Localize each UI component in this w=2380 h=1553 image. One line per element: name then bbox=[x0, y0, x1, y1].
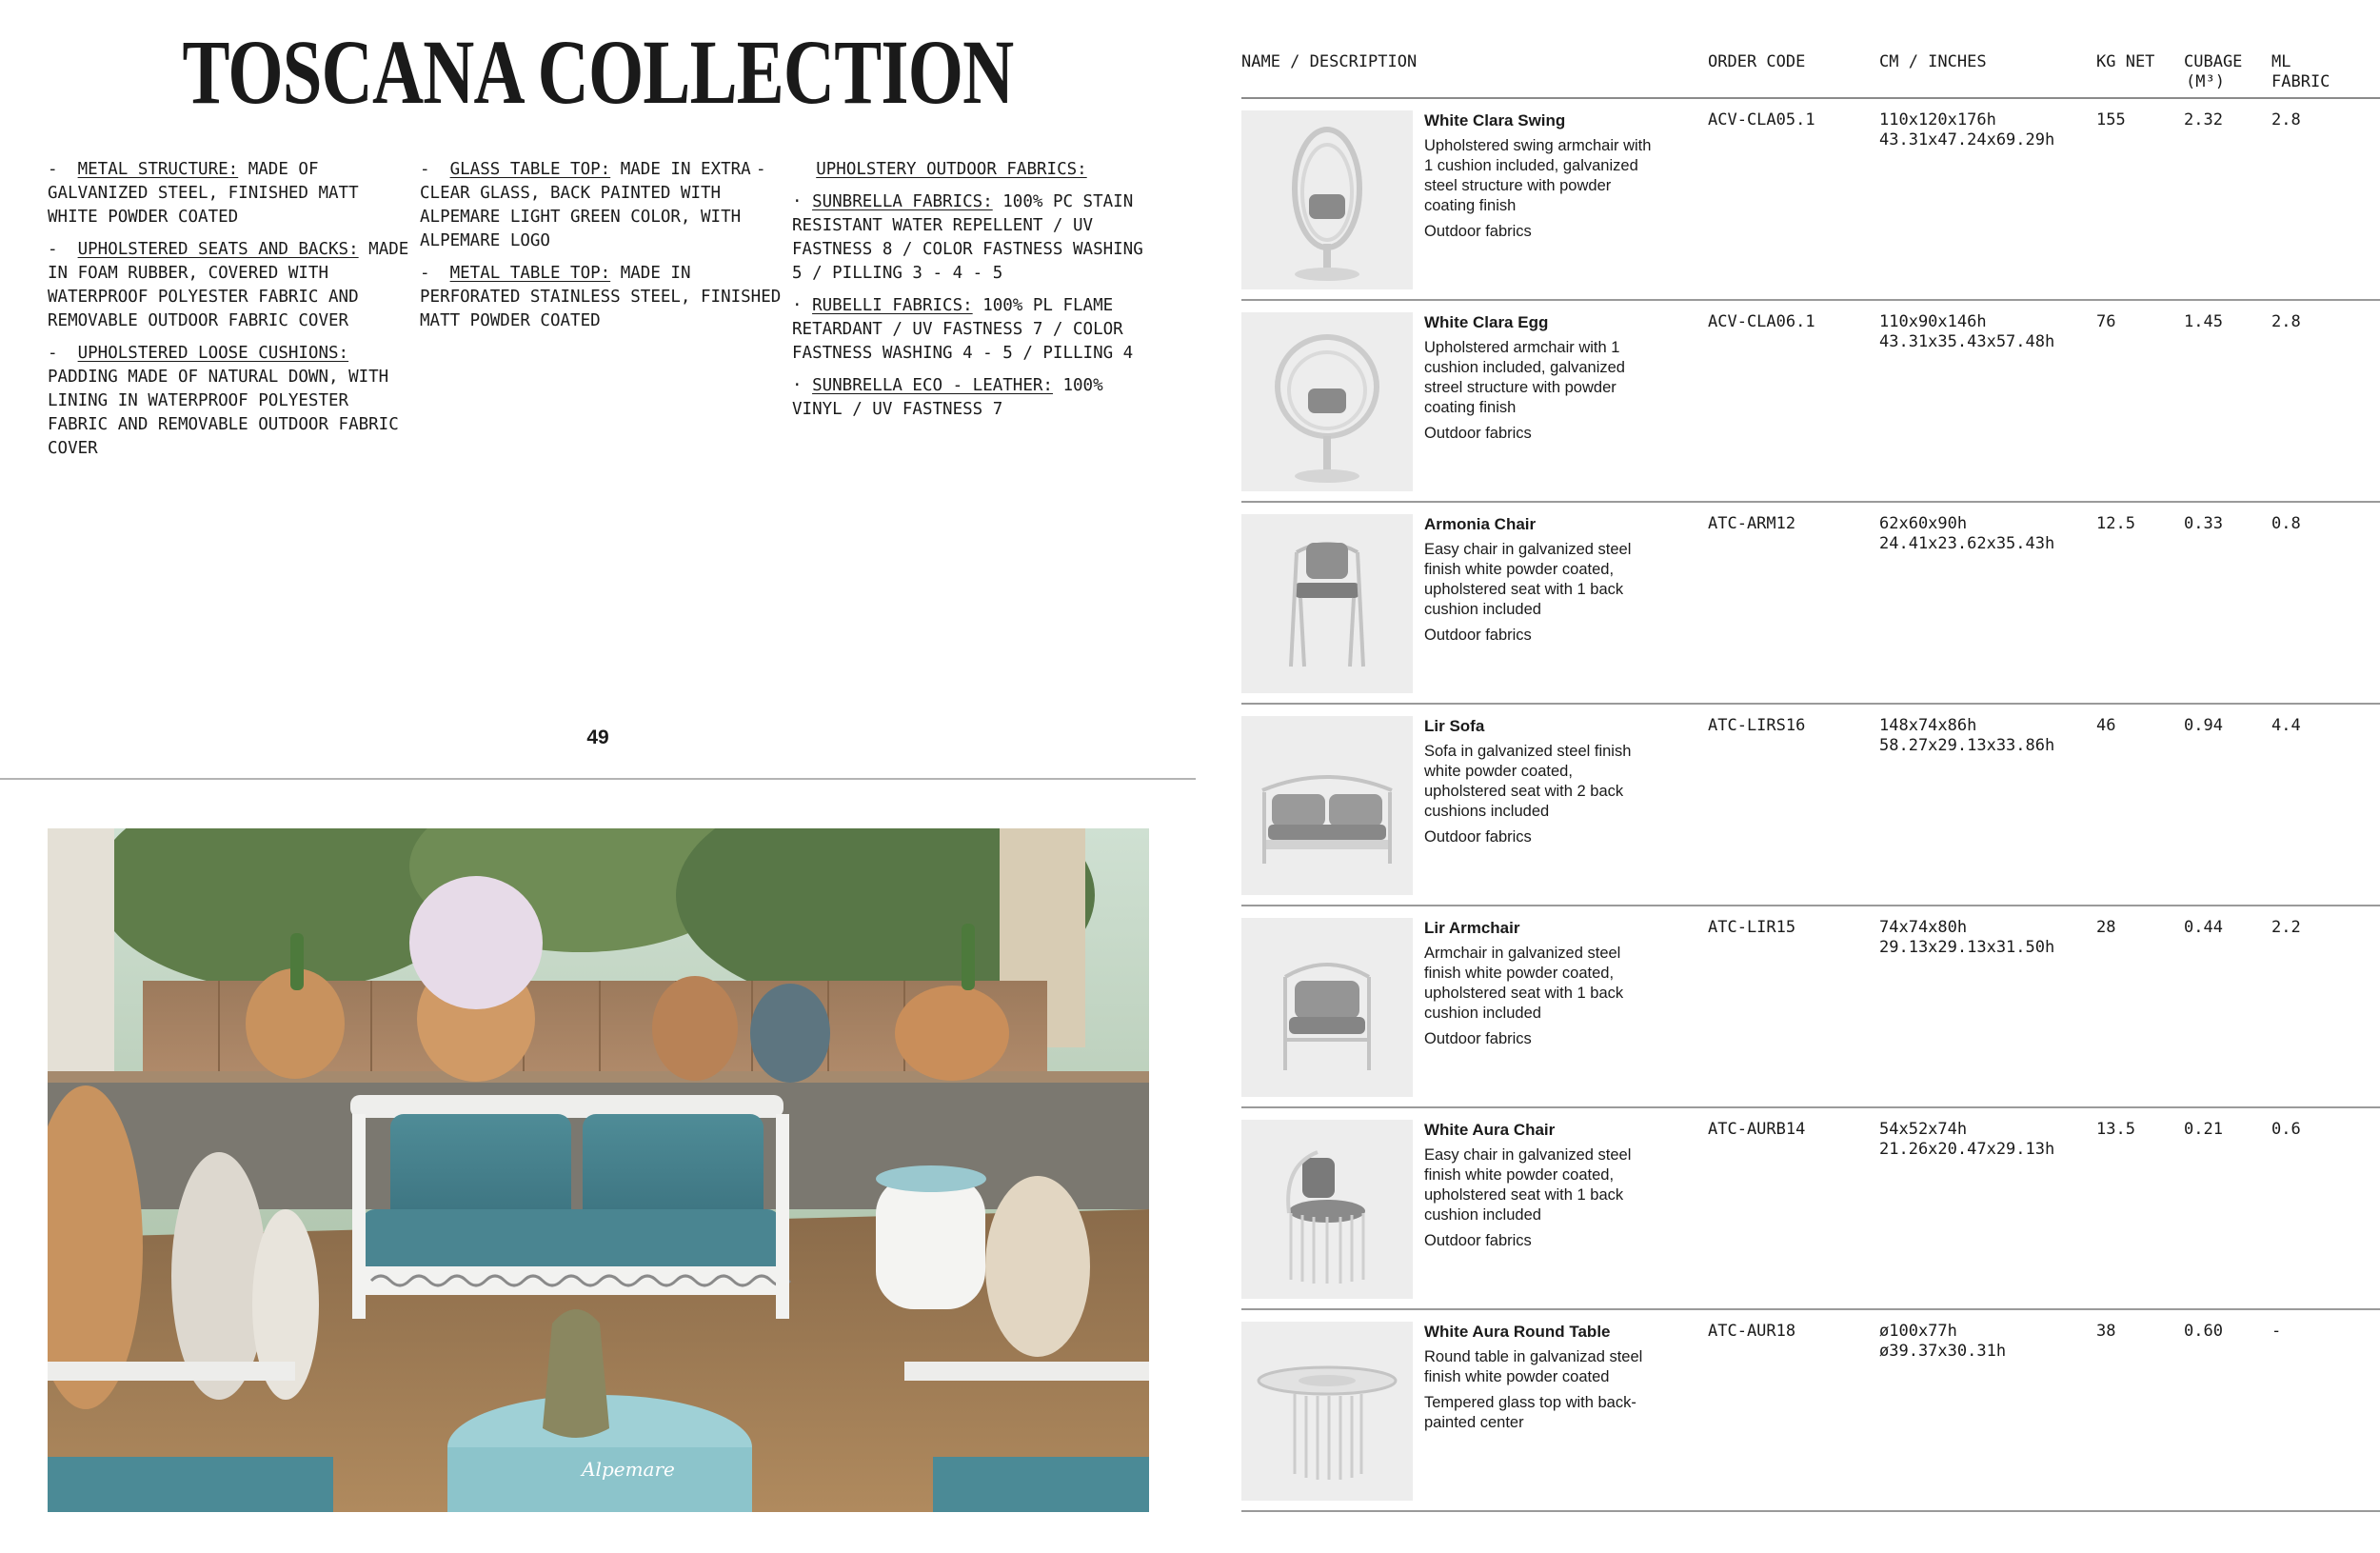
dimensions-inches: 29.13x29.13x31.50h bbox=[1879, 938, 2055, 957]
spec-metal-structure: - METAL STRUCTURE: MADE OF GALVANIZED STEEL, FINISHED MATT WHITE POWDER COATED bbox=[48, 160, 359, 227]
table-row bbox=[1241, 906, 2380, 1108]
terrace-lifestyle-photo bbox=[48, 828, 1149, 1512]
dimensions bbox=[1879, 110, 2054, 150]
dimensions-inches: ø39.37x30.31h bbox=[1879, 1342, 2007, 1361]
dimensions-inches: 21.26x20.47x29.13h bbox=[1879, 1140, 2055, 1159]
order-code: ATC-LIR15 bbox=[1708, 918, 1796, 937]
product-thumbnail bbox=[1241, 514, 1413, 693]
spec-sunbrella: · SUNBRELLA FABRICS: 100% PC STAIN RESISTANT WATER REPELLENT / UV FASTNESS 8 / COLOR FASTNESS WASHING 5 / PILLING 3 - 4 - 5 bbox=[792, 192, 1143, 283]
header-cubage-unit: (M³) bbox=[2186, 72, 2225, 91]
kg-net: 28 bbox=[2096, 918, 2116, 937]
right-page bbox=[1196, 0, 2380, 1553]
cubage: 0.21 bbox=[2184, 1120, 2223, 1139]
dimensions bbox=[1879, 918, 2054, 958]
swing-chair-icon bbox=[1241, 110, 1413, 289]
chair-icon bbox=[1241, 1120, 1413, 1299]
specs-column-1 bbox=[48, 158, 409, 469]
dimensions-inches: 58.27x29.13x33.86h bbox=[1879, 736, 2055, 755]
product-name: White Clara Egg bbox=[1424, 313, 1549, 331]
spec-label: SUNBRELLA ECO - LEATHER: bbox=[812, 376, 1053, 395]
description-text: Sofa in galvanized steel finish white powder coated, upholstered seat with 2 back cushions included bbox=[1424, 743, 1632, 820]
header-dimensions: CM / INCHES bbox=[1879, 52, 1987, 71]
dimensions-cm: 74x74x80h bbox=[1879, 918, 1968, 937]
product-thumbnail bbox=[1241, 312, 1413, 491]
ml-fabric: - bbox=[2271, 1322, 2282, 1341]
ml-fabric: 0.6 bbox=[2271, 1120, 2301, 1139]
armchair-icon bbox=[1241, 918, 1413, 1097]
spec-label: SUNBRELLA FABRICS: bbox=[812, 192, 993, 211]
header-order-code: ORDER CODE bbox=[1708, 52, 1806, 71]
spec-rubelli: · RUBELLI FABRICS: 100% PL FLAME RETARDANT / UV FASTNESS 7 / COLOR FASTNESS WASHING 4 - 5 / PILLING 4 bbox=[792, 296, 1134, 363]
spec-text: MADE IN FOAM RUBBER, COVERED WITH WATERPROOF POLYESTER FABRIC AND REMOVABLE OUTDOOR FABRIC COVER bbox=[48, 240, 409, 330]
spec-text: MADE OF GALVANIZED STEEL, FINISHED MATT WHITE POWDER COATED bbox=[48, 160, 359, 227]
table-row bbox=[1241, 99, 2380, 301]
dimensions-cm: 110x120x176h bbox=[1879, 110, 1996, 129]
dimensions bbox=[1879, 1322, 2006, 1362]
header-ml-label: ML bbox=[2271, 52, 2291, 71]
description-fabric: Outdoor fabrics bbox=[1424, 1030, 1532, 1047]
spec-upholstery-fabrics: - UPHOLSTERY OUTDOOR FABRICS: bbox=[756, 160, 1087, 179]
dimensions-inches: 43.31x35.43x57.48h bbox=[1879, 332, 2055, 351]
spec-loose-cushions: - UPHOLSTERED LOOSE CUSHIONS: PADDING MADE OF NATURAL DOWN, WITH LINING IN WATERPROOF POLYESTER FABRIC AND REMOVABLE OUTDOOR FABRIC COVER bbox=[48, 344, 399, 458]
table-row bbox=[1241, 1108, 2380, 1310]
dimensions-cm: 110x90x146h bbox=[1879, 312, 1987, 331]
product-description bbox=[1424, 338, 1657, 444]
table-logo-text: Alpemare bbox=[582, 1458, 675, 1481]
dimensions-inches: 43.31x47.24x69.29h bbox=[1879, 130, 2055, 149]
header-cubage-label: CUBAGE bbox=[2184, 52, 2243, 71]
spec-label: UPHOLSTERY OUTDOOR FABRICS: bbox=[816, 160, 1087, 179]
product-thumbnail bbox=[1241, 1120, 1413, 1299]
product-description bbox=[1424, 742, 1657, 847]
description-fabric: Outdoor fabrics bbox=[1424, 1232, 1532, 1249]
kg-net: 38 bbox=[2096, 1322, 2116, 1341]
product-description bbox=[1424, 1347, 1657, 1433]
spec-label: UPHOLSTERED LOOSE CUSHIONS: bbox=[77, 344, 349, 363]
description-fabric: Outdoor fabrics bbox=[1424, 223, 1532, 240]
description-text: Upholstered swing armchair with 1 cushion included, galvanized steel structure with powder coating finish bbox=[1424, 137, 1652, 214]
order-code: ACV-CLA05.1 bbox=[1708, 110, 1815, 129]
product-description bbox=[1424, 1145, 1657, 1251]
product-name: Lir Sofa bbox=[1424, 717, 1485, 735]
spec-metal-table-top: - METAL TABLE TOP: MADE IN PERFORATED STAINLESS STEEL, FINISHED MATT POWDER COATED bbox=[420, 264, 782, 330]
header-cubage bbox=[2184, 52, 2242, 92]
cubage: 0.60 bbox=[2184, 1322, 2223, 1341]
product-name: White Aura Round Table bbox=[1424, 1323, 1611, 1341]
spec-text: 100% PC STAIN RESISTANT WATER REPELLENT / UV FASTNESS 8 / COLOR FASTNESS WASHING 5 / PILLING 3 - 4 - 5 bbox=[792, 192, 1143, 283]
product-description bbox=[1424, 136, 1657, 242]
product-description bbox=[1424, 944, 1657, 1049]
cubage: 1.45 bbox=[2184, 312, 2223, 331]
sofa-icon bbox=[1241, 716, 1413, 895]
description-glass: Tempered glass top with back-painted center bbox=[1424, 1394, 1636, 1431]
product-name: Lir Armchair bbox=[1424, 919, 1520, 937]
product-description bbox=[1424, 540, 1657, 646]
product-thumbnail bbox=[1241, 716, 1413, 895]
order-code: ATC-ARM12 bbox=[1708, 514, 1796, 533]
armchair-icon bbox=[1241, 514, 1413, 693]
round-table-icon bbox=[1241, 1322, 1413, 1501]
description-text: Easy chair in galvanized steel finish white powder coated, upholstered seat with 1 back cushion included bbox=[1424, 1146, 1632, 1224]
spec-text: PADDING MADE OF NATURAL DOWN, WITH LINING IN WATERPROOF POLYESTER FABRIC AND REMOVABLE OUTDOOR FABRIC COVER bbox=[48, 368, 399, 458]
dimensions bbox=[1879, 514, 2054, 554]
kg-net: 12.5 bbox=[2096, 514, 2135, 533]
kg-net: 155 bbox=[2096, 110, 2126, 129]
ml-fabric: 2.8 bbox=[2271, 110, 2301, 129]
table-row bbox=[1241, 705, 2380, 906]
description-fabric: Outdoor fabrics bbox=[1424, 828, 1532, 846]
product-thumbnail bbox=[1241, 110, 1413, 289]
dimensions-cm: 54x52x74h bbox=[1879, 1120, 1968, 1139]
description-fabric: Outdoor fabrics bbox=[1424, 425, 1532, 442]
dimensions-cm: 148x74x86h bbox=[1879, 716, 1977, 735]
dimensions-cm: ø100x77h bbox=[1879, 1322, 1957, 1341]
page-divider bbox=[0, 778, 1196, 780]
ml-fabric: 4.4 bbox=[2271, 716, 2301, 735]
table-row bbox=[1241, 1310, 2380, 1512]
dimensions bbox=[1879, 1120, 2054, 1160]
header-kg-net: KG NET bbox=[2096, 52, 2155, 71]
kg-net: 76 bbox=[2096, 312, 2116, 331]
order-code: ACV-CLA06.1 bbox=[1708, 312, 1815, 331]
table-row bbox=[1241, 301, 2380, 503]
spec-upholstered-seats: - UPHOLSTERED SEATS AND BACKS: MADE IN FOAM RUBBER, COVERED WITH WATERPROOF POLYESTER FABRIC AND REMOVABLE OUTDOOR FABRIC COVER bbox=[48, 240, 409, 330]
specs-column-3 bbox=[756, 158, 1154, 430]
header-fabric-label: FABRIC bbox=[2271, 72, 2330, 91]
dimensions-inches: 24.41x23.62x35.43h bbox=[1879, 534, 2055, 553]
description-text: Armchair in galvanized steel finish white powder coated, upholstered seat with 1 back cushion included bbox=[1424, 945, 1624, 1022]
description-text: Upholstered armchair with 1 cushion included, galvanized streel structure with powder coating finish bbox=[1424, 339, 1625, 416]
table-row bbox=[1241, 503, 2380, 705]
cubage: 0.94 bbox=[2184, 716, 2223, 735]
spec-glass-table-top: - GLASS TABLE TOP: MADE IN EXTRA CLEAR GLASS, BACK PAINTED WITH ALPEMARE LIGHT GREEN COLOR, WITH ALPEMARE LOGO bbox=[420, 160, 751, 250]
spec-text: 100% VINYL / UV FASTNESS 7 bbox=[792, 376, 1103, 419]
product-name: White Clara Swing bbox=[1424, 111, 1566, 129]
description-fabric: Outdoor fabrics bbox=[1424, 627, 1532, 644]
ml-fabric: 2.8 bbox=[2271, 312, 2301, 331]
kg-net: 46 bbox=[2096, 716, 2116, 735]
spec-label: RUBELLI FABRICS: bbox=[812, 296, 973, 315]
order-code: ATC-LIRS16 bbox=[1708, 716, 1806, 735]
spec-text: 100% PL FLAME RETARDANT / UV FASTNESS 7 / COLOR FASTNESS WASHING 4 - 5 / PILLING 4 bbox=[792, 296, 1134, 363]
spec-label: METAL STRUCTURE: bbox=[77, 160, 239, 179]
spec-text: MADE IN PERFORATED STAINLESS STEEL, FINISHED MATT POWDER COATED bbox=[420, 264, 782, 330]
product-thumbnail bbox=[1241, 918, 1413, 1097]
spec-label: METAL TABLE TOP: bbox=[449, 264, 611, 283]
egg-chair-icon bbox=[1241, 312, 1413, 491]
header-name: NAME / DESCRIPTION bbox=[1241, 52, 1418, 71]
kg-net: 13.5 bbox=[2096, 1120, 2135, 1139]
product-name: White Aura Chair bbox=[1424, 1121, 1556, 1139]
specs-column-2 bbox=[420, 158, 782, 342]
order-code: ATC-AUR18 bbox=[1708, 1322, 1796, 1341]
spec-label: UPHOLSTERED SEATS AND BACKS: bbox=[77, 240, 359, 259]
dimensions bbox=[1879, 716, 2054, 756]
product-name: Armonia Chair bbox=[1424, 515, 1537, 533]
description-text: Round table in galvanizad steel finish white powder coated bbox=[1424, 1348, 1643, 1385]
order-code: ATC-AURB14 bbox=[1708, 1120, 1806, 1139]
dimensions bbox=[1879, 312, 2054, 352]
ml-fabric: 2.2 bbox=[2271, 918, 2301, 937]
cubage: 0.44 bbox=[2184, 918, 2223, 937]
description-text: Easy chair in galvanized steel finish white powder coated, upholstered seat with 1 back cushion included bbox=[1424, 541, 1632, 618]
cubage: 0.33 bbox=[2184, 514, 2223, 533]
cubage: 2.32 bbox=[2184, 110, 2223, 129]
row-divider bbox=[1241, 1510, 2380, 1512]
spec-eco-leather: · SUNBRELLA ECO - LEATHER: 100% VINYL / UV FASTNESS 7 bbox=[792, 376, 1103, 419]
dimensions-cm: 62x60x90h bbox=[1879, 514, 1968, 533]
header-ml-fabric bbox=[2271, 52, 2330, 92]
page-number: 49 bbox=[586, 727, 609, 748]
spec-label: GLASS TABLE TOP: bbox=[449, 160, 611, 179]
collection-title: TOSCANA COLLECTION bbox=[182, 21, 1014, 123]
spec-text: MADE IN EXTRA CLEAR GLASS, BACK PAINTED WITH ALPEMARE LIGHT GREEN COLOR, WITH ALPEMARE LOGO bbox=[420, 160, 751, 250]
product-thumbnail bbox=[1241, 1322, 1413, 1501]
ml-fabric: 0.8 bbox=[2271, 514, 2301, 533]
